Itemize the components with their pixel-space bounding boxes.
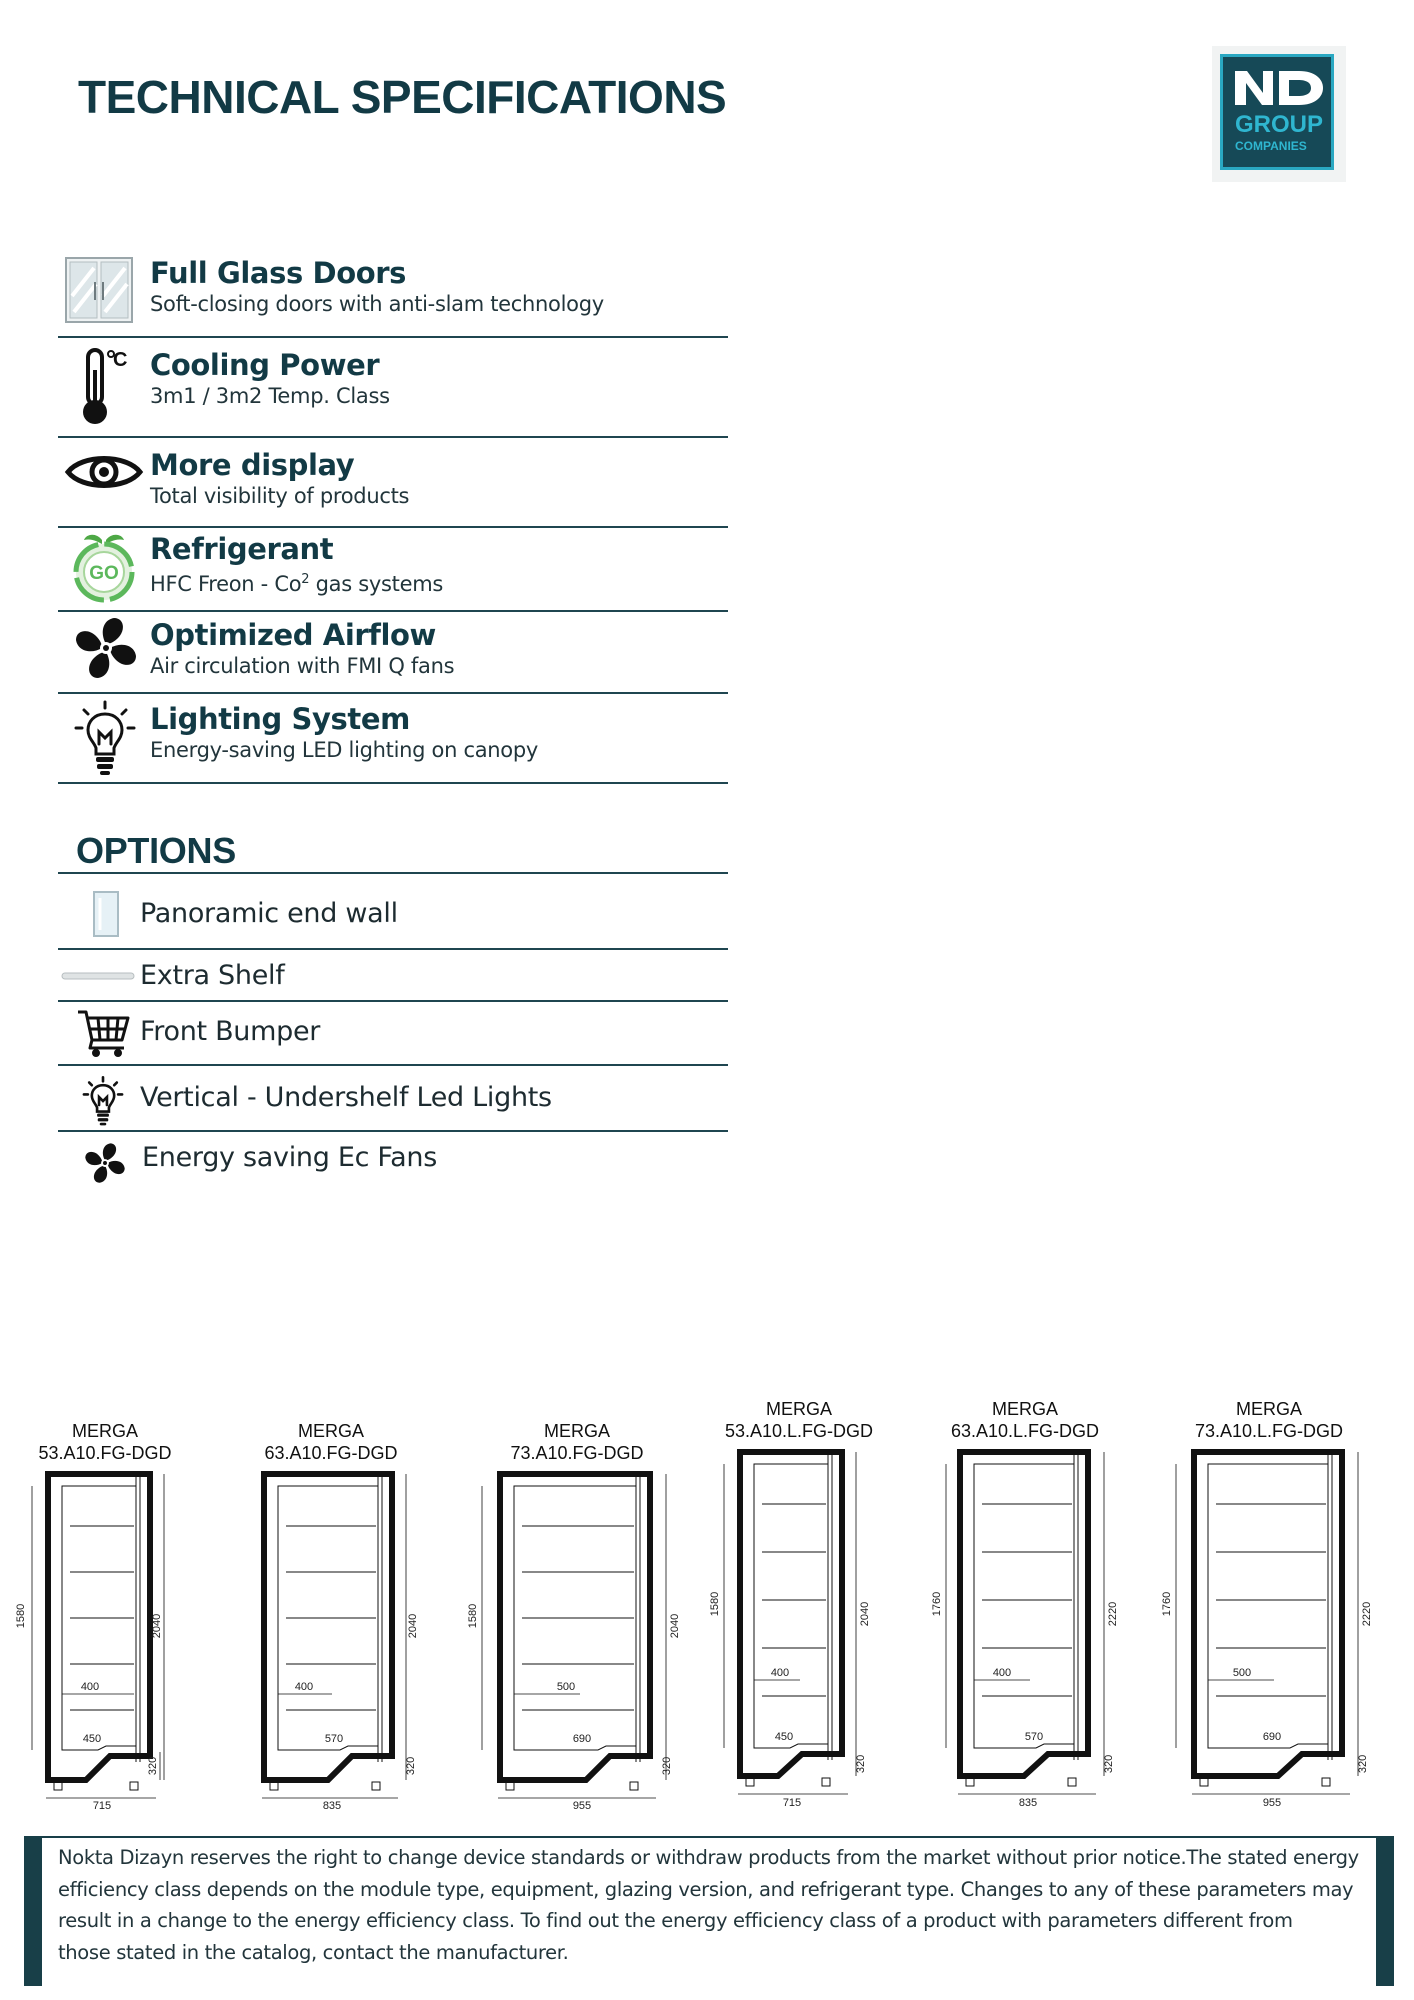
svg-text:835: 835	[322, 1800, 342, 1812]
svg-text:690: 690	[572, 1733, 592, 1745]
cabinet-drawing-53-l	[700, 1444, 900, 1812]
cabinet-drawing-63	[242, 1466, 442, 1812]
option-item-vertical-undershelf-led	[58, 1064, 728, 1130]
spec-desc: Soft-closing doors with anti-slam technology	[150, 292, 604, 316]
svg-text:320: 320	[1103, 1754, 1115, 1774]
svg-text:450: 450	[774, 1731, 794, 1743]
spec-item-more-display	[58, 438, 728, 528]
svg-text:2040: 2040	[859, 1601, 871, 1627]
svg-text:955: 955	[572, 1800, 592, 1812]
spec-desc: Energy-saving LED lighting on canopy	[150, 738, 538, 762]
svg-text:400: 400	[80, 1681, 100, 1693]
logo-companies-text: COMPANIES	[1235, 139, 1307, 153]
technical-drawings	[0, 1380, 1414, 1820]
fan-icon	[84, 1142, 126, 1184]
spec-desc: 3m1 / 3m2 Temp. Class	[150, 384, 390, 408]
model-label: MERGA 63.A10.L.FG-DGD	[950, 1399, 1100, 1441]
svg-text:1580: 1580	[15, 1603, 27, 1629]
option-label: Front Bumper	[140, 1016, 321, 1047]
spec-title: Cooling Power	[150, 348, 380, 382]
spec-desc: Total visibility of products	[150, 484, 410, 508]
svg-text:500: 500	[556, 1681, 576, 1693]
svg-text:690: 690	[1262, 1731, 1282, 1743]
thermometer-icon	[80, 346, 130, 428]
logo-group-text: GROUP	[1235, 111, 1324, 138]
cabinet-drawing-73-l	[1150, 1444, 1390, 1812]
option-item-energy-saving-ec-fans	[58, 1130, 728, 1190]
fan-icon	[74, 616, 138, 680]
svg-text:320: 320	[405, 1756, 417, 1776]
svg-text:2040: 2040	[407, 1613, 419, 1639]
svg-text:320: 320	[661, 1756, 673, 1776]
svg-text:1760: 1760	[931, 1591, 943, 1617]
spec-desc: Air circulation with FMI Q fans	[150, 654, 455, 678]
spec-desc: HFC Freon - Co$^2$ gas systems	[150, 572, 443, 596]
option-item-panoramic-end-wall	[58, 872, 728, 948]
spec-title: Full Glass Doors	[150, 256, 407, 290]
svg-text:320: 320	[855, 1754, 867, 1774]
svg-text:570: 570	[324, 1733, 344, 1745]
options-list	[58, 872, 728, 1190]
lightbulb-icon	[82, 1076, 124, 1126]
disclaimer-text: Nokta Dizayn reserves the right to change device standards or withdraw products from the market without prior notice.The stated energy efficiency class depends on the module type, equipment, glazing version, and refrigerant type. Changes to any of these parameters may result in a change to the energy efficiency class. To find out the energy efficiency class of a product with parameters different from those stated in the catalog, contact the manufacturer.	[58, 1846, 1359, 1964]
option-label: Vertical - Undershelf Led Lights	[140, 1082, 552, 1113]
option-item-front-bumper	[58, 1000, 728, 1064]
svg-text:715: 715	[782, 1797, 802, 1809]
svg-text:400: 400	[992, 1667, 1012, 1679]
spec-title: Lighting System	[150, 702, 410, 736]
spec-item-lighting-system	[58, 694, 728, 784]
gwp-badge-icon	[72, 530, 136, 604]
spec-item-optimized-airflow	[58, 612, 728, 694]
svg-text:400: 400	[294, 1681, 314, 1693]
svg-text:715: 715	[92, 1800, 112, 1812]
model-label: MERGA 53.A10.L.FG-DGD	[724, 1399, 874, 1441]
svg-text:500: 500	[1232, 1667, 1252, 1679]
gwp-badge-text: GO	[89, 563, 119, 584]
options-title: OPTIONS	[76, 830, 236, 871]
model-label: MERGA 63.A10.FG-DGD	[264, 1421, 398, 1463]
glass-doors-icon	[64, 256, 134, 324]
svg-text:2220: 2220	[1361, 1601, 1373, 1627]
cabinet-drawing-53	[10, 1466, 210, 1812]
svg-text:1580: 1580	[709, 1591, 721, 1617]
svg-text:570: 570	[1024, 1731, 1044, 1743]
model-label: MERGA 53.A10.FG-DGD	[38, 1421, 172, 1463]
eye-icon	[64, 450, 144, 494]
page-title: TECHNICAL SPECIFICATIONS	[78, 71, 727, 123]
footer-divider	[42, 1836, 1376, 1838]
cabinet-drawing-73	[460, 1466, 700, 1812]
svg-text:2040: 2040	[669, 1613, 681, 1639]
spec-title: More display	[150, 448, 355, 482]
svg-text:835: 835	[1018, 1797, 1038, 1809]
svg-text:1580: 1580	[467, 1603, 479, 1629]
svg-text:450: 450	[82, 1733, 102, 1745]
footer-bar-left	[24, 1836, 42, 1986]
end-wall-icon	[92, 890, 120, 938]
option-item-extra-shelf	[58, 948, 728, 1000]
spec-title: Refrigerant	[150, 532, 334, 566]
spec-title: Optimized Airflow	[150, 618, 436, 652]
shelf-icon	[60, 970, 136, 982]
svg-text:2220: 2220	[1107, 1601, 1119, 1627]
option-label: Panoramic end wall	[140, 898, 398, 929]
option-label: Extra Shelf	[140, 960, 285, 991]
nd-logo-mark-icon	[1233, 67, 1325, 107]
disclaimer-footer	[24, 1836, 1394, 1986]
svg-text:C: C	[113, 349, 128, 371]
model-label: MERGA 73.A10.L.FG-DGD	[1194, 1399, 1344, 1441]
company-logo	[1212, 46, 1346, 182]
svg-text:1760: 1760	[1161, 1591, 1173, 1617]
spec-item-full-glass-doors	[58, 252, 728, 338]
svg-text:400: 400	[770, 1667, 790, 1679]
spec-item-cooling-power	[58, 338, 728, 438]
svg-text:2040: 2040	[151, 1613, 163, 1639]
cabinet-drawing-63-l	[920, 1444, 1140, 1812]
lightbulb-icon	[74, 700, 136, 776]
svg-text:320: 320	[1357, 1754, 1369, 1774]
svg-text:955: 955	[1262, 1797, 1282, 1809]
model-label: MERGA 73.A10.FG-DGD	[510, 1421, 644, 1463]
option-label: Energy saving Ec Fans	[142, 1142, 437, 1173]
spec-item-refrigerant	[58, 528, 728, 612]
cart-icon	[76, 1008, 132, 1058]
specs-list	[58, 252, 728, 784]
svg-text:320: 320	[147, 1756, 159, 1776]
